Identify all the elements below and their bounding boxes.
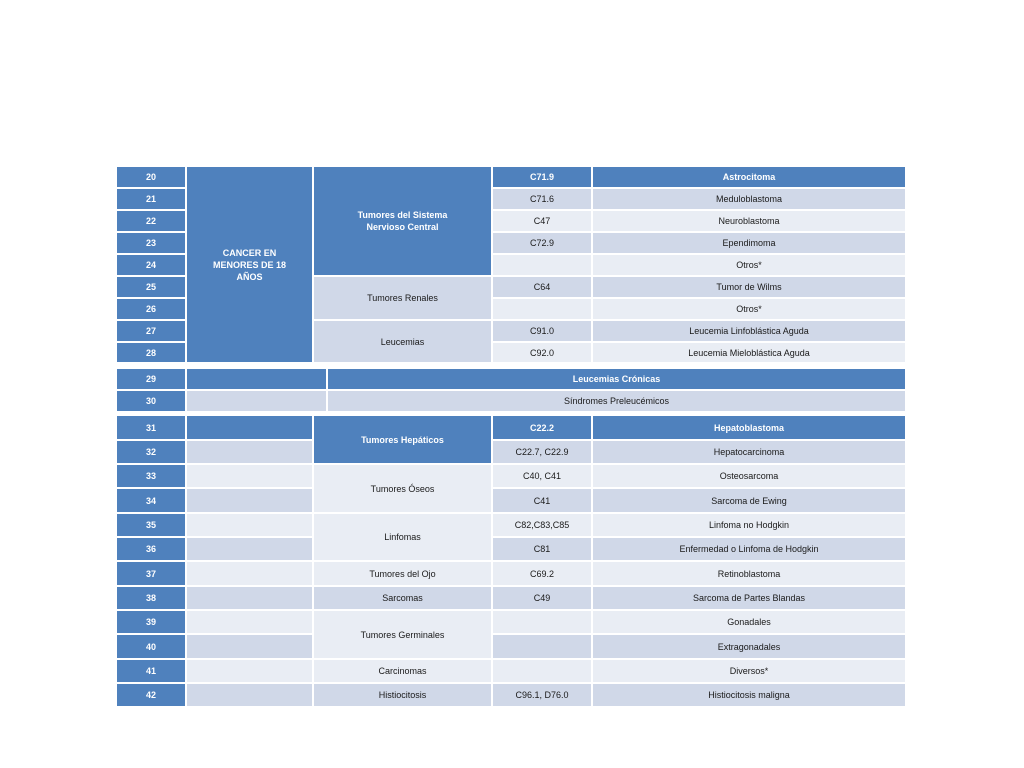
category-cell: CANCER EN MENORES DE 18 AÑOS bbox=[187, 167, 312, 362]
type-cell: Hepatoblastoma bbox=[593, 416, 905, 439]
code-cell: C91.0 bbox=[493, 321, 591, 341]
code-cell: C81 bbox=[493, 538, 591, 560]
code-cell: C92.0 bbox=[493, 343, 591, 362]
row-number: 32 bbox=[117, 441, 185, 463]
code-cell: C64 bbox=[493, 277, 591, 297]
type-cell: Extragonadales bbox=[593, 635, 905, 658]
code-cell bbox=[493, 255, 591, 275]
row-number: 28 bbox=[117, 343, 185, 362]
code-cell: C72.9 bbox=[493, 233, 591, 253]
type-cell: Gonadales bbox=[593, 611, 905, 633]
row-number: 23 bbox=[117, 233, 185, 253]
code-cell: C41 bbox=[493, 489, 591, 512]
group-cell: Leucemias bbox=[314, 321, 491, 362]
row-number: 31 bbox=[117, 416, 185, 439]
row-number: 26 bbox=[117, 299, 185, 319]
group-cell: Tumores del Sistema Nervioso Central bbox=[314, 167, 491, 275]
code-cell: C71.6 bbox=[493, 189, 591, 209]
row-number: 29 bbox=[117, 369, 185, 389]
row-number: 40 bbox=[117, 635, 185, 658]
blank-cell bbox=[187, 489, 312, 512]
type-cell: Neuroblastoma bbox=[593, 211, 905, 231]
row-number: 27 bbox=[117, 321, 185, 341]
type-cell: Histiocitosis maligna bbox=[593, 684, 905, 706]
type-cell: Hepatocarcinoma bbox=[593, 441, 905, 463]
group-cell: Carcinomas bbox=[314, 660, 491, 682]
blank-cell bbox=[187, 684, 312, 706]
type-cell: Ependimoma bbox=[593, 233, 905, 253]
row-number: 25 bbox=[117, 277, 185, 297]
code-cell: C22.2 bbox=[493, 416, 591, 439]
blank-cell bbox=[187, 562, 312, 585]
group-cell: Sarcomas bbox=[314, 587, 491, 609]
group-cell: Linfomas bbox=[314, 514, 491, 560]
group-cell: Tumores Renales bbox=[314, 277, 491, 319]
code-cell: C82,C83,C85 bbox=[493, 514, 591, 536]
blank-cell bbox=[187, 369, 326, 389]
code-cell: C96.1, D76.0 bbox=[493, 684, 591, 706]
row-number: 38 bbox=[117, 587, 185, 609]
blank-cell bbox=[187, 635, 312, 658]
row-number: 36 bbox=[117, 538, 185, 560]
blank-cell bbox=[187, 416, 312, 439]
code-cell: C40, C41 bbox=[493, 465, 591, 487]
type-cell: Diversos* bbox=[593, 660, 905, 682]
type-cell: Otros* bbox=[593, 255, 905, 275]
row-number: 33 bbox=[117, 465, 185, 487]
row-number: 35 bbox=[117, 514, 185, 536]
row-number: 41 bbox=[117, 660, 185, 682]
group-cell: Tumores Germinales bbox=[314, 611, 491, 658]
group-cell: Leucemias Crónicas bbox=[328, 369, 905, 389]
type-cell: Tumor de Wilms bbox=[593, 277, 905, 297]
blank-cell bbox=[187, 587, 312, 609]
code-cell: C22.7, C22.9 bbox=[493, 441, 591, 463]
blank-cell bbox=[187, 611, 312, 633]
group-cell: Síndromes Preleucémicos bbox=[328, 391, 905, 411]
row-number: 24 bbox=[117, 255, 185, 275]
type-cell: Leucemia Linfoblástica Aguda bbox=[593, 321, 905, 341]
code-cell bbox=[493, 635, 591, 658]
code-cell bbox=[493, 299, 591, 319]
blank-cell bbox=[187, 660, 312, 682]
code-cell bbox=[493, 611, 591, 633]
group-cell: Histiocitosis bbox=[314, 684, 491, 706]
code-cell: C71.9 bbox=[493, 167, 591, 187]
row-number: 30 bbox=[117, 391, 185, 411]
code-cell bbox=[493, 660, 591, 682]
type-cell: Sarcoma de Partes Blandas bbox=[593, 587, 905, 609]
row-number: 39 bbox=[117, 611, 185, 633]
blank-cell bbox=[187, 514, 312, 536]
blank-cell bbox=[187, 538, 312, 560]
type-cell: Linfoma no Hodgkin bbox=[593, 514, 905, 536]
type-cell: Otros* bbox=[593, 299, 905, 319]
type-cell: Enfermedad o Linfoma de Hodgkin bbox=[593, 538, 905, 560]
blank-cell bbox=[187, 441, 312, 463]
row-number: 20 bbox=[117, 167, 185, 187]
blank-cell bbox=[187, 465, 312, 487]
row-number: 37 bbox=[117, 562, 185, 585]
group-cell: Tumores del Ojo bbox=[314, 562, 491, 585]
row-number: 21 bbox=[117, 189, 185, 209]
row-number: 34 bbox=[117, 489, 185, 512]
blank-cell bbox=[187, 391, 326, 411]
code-cell: C49 bbox=[493, 587, 591, 609]
row-number: 22 bbox=[117, 211, 185, 231]
type-cell: Leucemia Mieloblástica Aguda bbox=[593, 343, 905, 362]
type-cell: Osteosarcoma bbox=[593, 465, 905, 487]
row-number: 42 bbox=[117, 684, 185, 706]
code-cell: C47 bbox=[493, 211, 591, 231]
type-cell: Meduloblastoma bbox=[593, 189, 905, 209]
type-cell: Sarcoma de Ewing bbox=[593, 489, 905, 512]
code-cell: C69.2 bbox=[493, 562, 591, 585]
type-cell: Retinoblastoma bbox=[593, 562, 905, 585]
group-cell: Tumores Hepáticos bbox=[314, 416, 491, 463]
type-cell: Astrocitoma bbox=[593, 167, 905, 187]
group-cell: Tumores Óseos bbox=[314, 465, 491, 512]
